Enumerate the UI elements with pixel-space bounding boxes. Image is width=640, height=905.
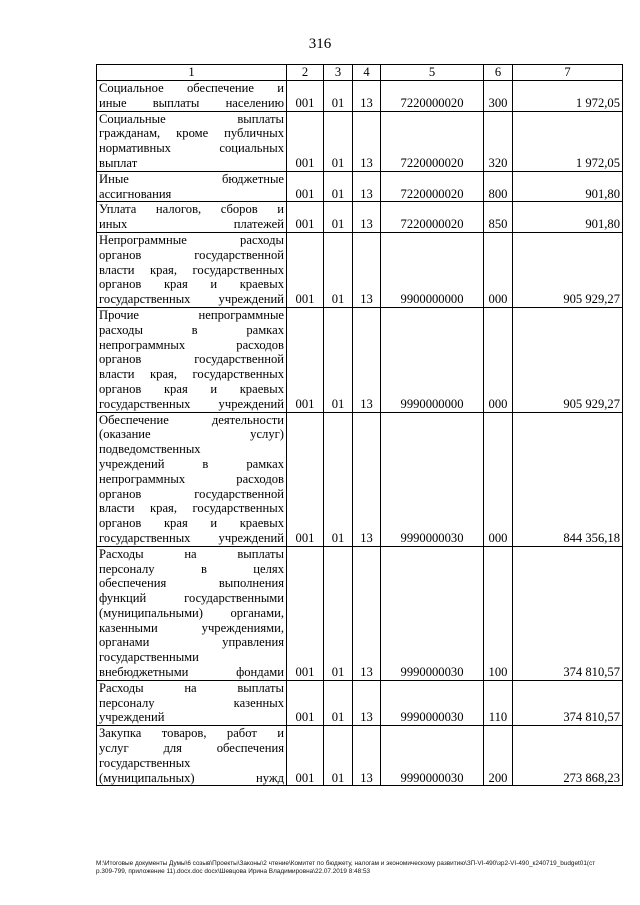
target-article-cell: 9900000000 bbox=[381, 232, 484, 307]
subsection-code-cell: 13 bbox=[353, 726, 381, 786]
expense-name-cell bbox=[97, 111, 287, 171]
expense-name-line: непрограммных расходов bbox=[99, 337, 284, 352]
expense-name-line: органов государственной bbox=[99, 247, 284, 262]
expense-name-line: (оказание услуг) bbox=[99, 427, 284, 442]
table-row bbox=[97, 546, 623, 680]
expense-name-line: органов края и краевых bbox=[99, 277, 284, 292]
section-code-cell: 01 bbox=[324, 680, 353, 725]
amount-cell: 374 810,57 bbox=[513, 546, 623, 680]
table-row bbox=[97, 111, 623, 171]
ministry-code-cell: 001 bbox=[287, 232, 324, 307]
expense-name-line: (муниципальных) нужд bbox=[99, 770, 284, 785]
expense-type-cell: 100 bbox=[484, 546, 513, 680]
table-header-row bbox=[97, 65, 623, 81]
expense-name-line: Иные бюджетные bbox=[99, 171, 284, 186]
target-article-cell: 7220000020 bbox=[381, 202, 484, 233]
section-code-cell: 01 bbox=[324, 111, 353, 171]
expense-name-line: государственных учреждений bbox=[99, 530, 284, 545]
expense-name-cell bbox=[97, 171, 287, 202]
expense-name-cell bbox=[97, 412, 287, 546]
amount-cell: 901,80 bbox=[513, 202, 623, 233]
expense-name-line: нормативных социальных bbox=[99, 141, 284, 156]
section-code-cell: 01 bbox=[324, 232, 353, 307]
subsection-code-cell: 13 bbox=[353, 546, 381, 680]
target-article-cell: 7220000020 bbox=[381, 81, 484, 112]
expense-name-line: государственных учреждений bbox=[99, 396, 284, 411]
expense-name-line: Расходы на выплаты bbox=[99, 546, 284, 561]
expense-name-line: власти края, государственных bbox=[99, 501, 284, 516]
ministry-code-cell: 001 bbox=[287, 202, 324, 233]
amount-cell: 374 810,57 bbox=[513, 680, 623, 725]
expense-name-line: услуг для обеспечения bbox=[99, 741, 284, 756]
subsection-code-cell: 13 bbox=[353, 81, 381, 112]
section-code-cell: 01 bbox=[324, 726, 353, 786]
expense-type-cell: 200 bbox=[484, 726, 513, 786]
expense-name-line: обеспечения выполнения bbox=[99, 576, 284, 591]
expense-type-cell: 000 bbox=[484, 232, 513, 307]
expense-name-line: Закупка товаров, работ и bbox=[99, 726, 284, 741]
expense-name-line: государственных bbox=[99, 755, 191, 770]
expense-type-cell: 800 bbox=[484, 171, 513, 202]
header-cell: 4 bbox=[353, 65, 381, 81]
expense-name-line: казенными учреждениями, bbox=[99, 620, 284, 635]
expense-type-cell: 110 bbox=[484, 680, 513, 725]
header-cell: 1 bbox=[97, 65, 287, 81]
subsection-code-cell: 13 bbox=[353, 171, 381, 202]
amount-cell: 844 356,18 bbox=[513, 412, 623, 546]
section-code-cell: 01 bbox=[324, 307, 353, 412]
subsection-code-cell: 13 bbox=[353, 307, 381, 412]
expense-name-line: органов государственной bbox=[99, 352, 284, 367]
header-cell: 6 bbox=[484, 65, 513, 81]
expense-name-line: подведомственных bbox=[99, 442, 201, 457]
amount-cell: 1 972,05 bbox=[513, 111, 623, 171]
target-article-cell: 7220000020 bbox=[381, 111, 484, 171]
table-row bbox=[97, 307, 623, 412]
ministry-code-cell: 001 bbox=[287, 546, 324, 680]
ministry-code-cell: 001 bbox=[287, 81, 324, 112]
expense-name-line: Прочие непрограммные bbox=[99, 307, 284, 322]
expense-name-cell bbox=[97, 202, 287, 233]
header-cell: 3 bbox=[324, 65, 353, 81]
expense-type-cell: 320 bbox=[484, 111, 513, 171]
section-code-cell: 01 bbox=[324, 412, 353, 546]
page-number: 316 bbox=[308, 36, 332, 52]
expense-name-line: персоналу казенных bbox=[99, 695, 284, 710]
table-row bbox=[97, 202, 623, 233]
header-cell: 5 bbox=[381, 65, 484, 81]
ministry-code-cell: 001 bbox=[287, 307, 324, 412]
expense-name-line: учреждений в рамках bbox=[99, 456, 284, 471]
expense-type-cell: 000 bbox=[484, 412, 513, 546]
expense-name-cell bbox=[97, 81, 287, 112]
expense-name-line: Непрограммные расходы bbox=[99, 232, 284, 247]
target-article-cell: 9990000030 bbox=[381, 680, 484, 725]
subsection-code-cell: 13 bbox=[353, 202, 381, 233]
expense-name-line: учреждений bbox=[99, 710, 165, 725]
expense-type-cell: 000 bbox=[484, 307, 513, 412]
table-row bbox=[97, 412, 623, 546]
target-article-cell: 9990000000 bbox=[381, 307, 484, 412]
expense-name-line: персоналу в целях bbox=[99, 561, 284, 576]
expense-name-line: власти края, государственных bbox=[99, 262, 284, 277]
header-cell: 2 bbox=[287, 65, 324, 81]
table-row bbox=[97, 232, 623, 307]
table-row bbox=[97, 81, 623, 112]
expense-name-line: (муниципальными) органами, bbox=[99, 605, 284, 620]
expense-name-line: органов края и краевых bbox=[99, 381, 284, 396]
expense-name-line: власти края, государственных bbox=[99, 367, 284, 382]
expense-name-line: органов государственной bbox=[99, 486, 284, 501]
expense-name-line: иные выплаты населению bbox=[99, 95, 284, 110]
expense-name-line: непрограммных расходов bbox=[99, 471, 284, 486]
amount-cell: 273 868,23 bbox=[513, 726, 623, 786]
ministry-code-cell: 001 bbox=[287, 726, 324, 786]
section-code-cell: 01 bbox=[324, 546, 353, 680]
expense-name-cell bbox=[97, 307, 287, 412]
header-cell: 7 bbox=[513, 65, 623, 81]
subsection-code-cell: 13 bbox=[353, 111, 381, 171]
expense-name-line: Расходы на выплаты bbox=[99, 680, 284, 695]
expense-name-line: Уплата налогов, сборов и bbox=[99, 202, 284, 217]
subsection-code-cell: 13 bbox=[353, 232, 381, 307]
expense-name-cell bbox=[97, 726, 287, 786]
expense-name-line: иных платежей bbox=[99, 217, 284, 232]
expense-name-line: функций государственными bbox=[99, 591, 284, 606]
expense-name-line: государственными bbox=[99, 650, 199, 665]
expense-name-cell bbox=[97, 680, 287, 725]
subsection-code-cell: 13 bbox=[353, 680, 381, 725]
ministry-code-cell: 001 bbox=[287, 111, 324, 171]
expense-name-cell bbox=[97, 232, 287, 307]
amount-cell: 905 929,27 bbox=[513, 232, 623, 307]
expense-name-line: Обеспечение деятельности bbox=[99, 412, 284, 427]
expense-name-line: Социальное обеспечение и bbox=[99, 81, 284, 95]
expense-name-line: ассигнования bbox=[99, 186, 172, 201]
expense-name-line: Социальные выплаты bbox=[99, 111, 284, 126]
expense-name-line: выплат bbox=[99, 155, 138, 170]
table-row bbox=[97, 171, 623, 202]
expense-name-line: гражданам, кроме публичных bbox=[99, 126, 284, 141]
expense-name-line: расходы в рамках bbox=[99, 322, 284, 337]
subsection-code-cell: 13 bbox=[353, 412, 381, 546]
expense-name-line: государственных учреждений bbox=[99, 292, 284, 307]
section-code-cell: 01 bbox=[324, 171, 353, 202]
amount-cell: 901,80 bbox=[513, 171, 623, 202]
expense-name-cell bbox=[97, 546, 287, 680]
budget-table bbox=[96, 64, 623, 786]
target-article-cell: 9990000030 bbox=[381, 412, 484, 546]
target-article-cell: 9990000030 bbox=[381, 726, 484, 786]
expense-type-cell: 850 bbox=[484, 202, 513, 233]
table-row bbox=[97, 680, 623, 725]
document-footer-path: M:\Итоговые документы Думы\6 созыв\Проекты\Законы\2 чтение\Комитет по бюджету, налогам и экономическому развитию\ЗП-VI-490\зр2-VI-490_к240719_budget01(стр.309-799, приложение 11).docx.doc docx\Шевцова Ирина Владимировна\22.07.2019 8:48:53 bbox=[96, 860, 596, 875]
expense-type-cell: 300 bbox=[484, 81, 513, 112]
target-article-cell: 9990000030 bbox=[381, 546, 484, 680]
ministry-code-cell: 001 bbox=[287, 412, 324, 546]
ministry-code-cell: 001 bbox=[287, 680, 324, 725]
ministry-code-cell: 001 bbox=[287, 171, 324, 202]
expense-name-line: внебюджетными фондами bbox=[99, 665, 284, 680]
expense-name-line: органами управления bbox=[99, 635, 284, 650]
target-article-cell: 7220000020 bbox=[381, 171, 484, 202]
amount-cell: 905 929,27 bbox=[513, 307, 623, 412]
expense-name-line: органов края и краевых bbox=[99, 516, 284, 531]
section-code-cell: 01 bbox=[324, 202, 353, 233]
section-code-cell: 01 bbox=[324, 81, 353, 112]
amount-cell: 1 972,05 bbox=[513, 81, 623, 112]
table-row bbox=[97, 726, 623, 786]
